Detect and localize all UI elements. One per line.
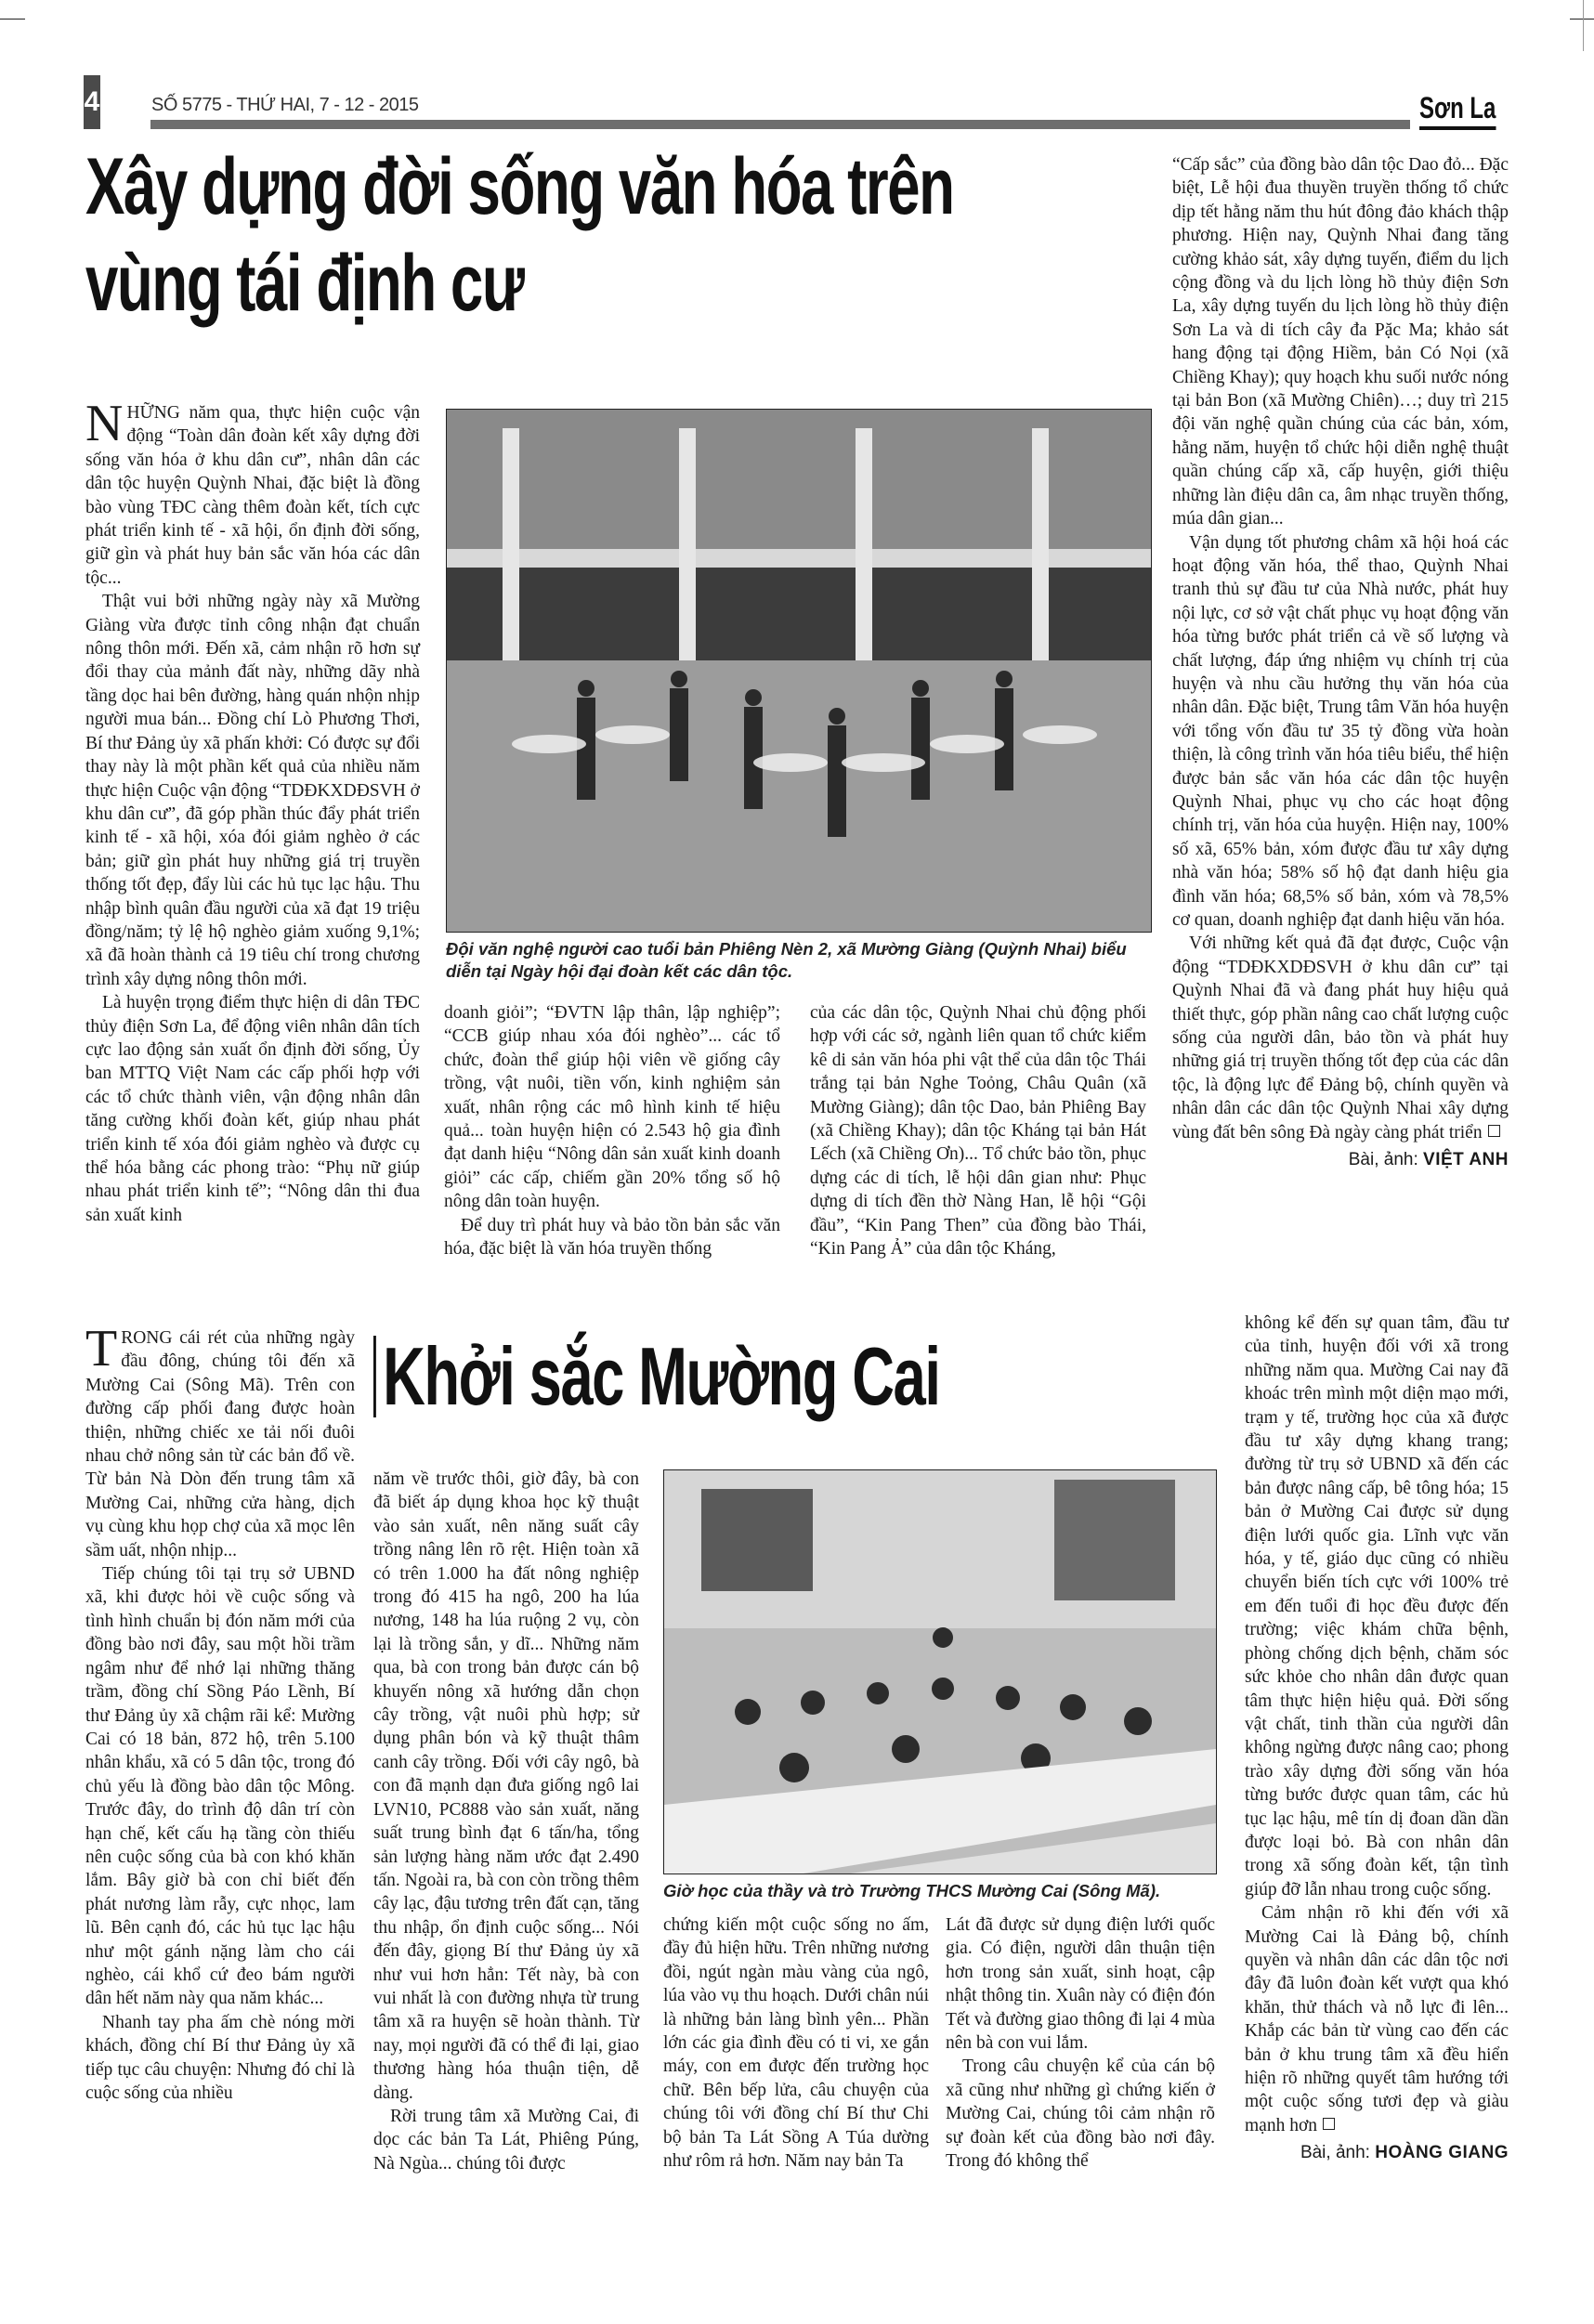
article2-photo-caption: Giờ học của thầy và trò Trường THCS Mường Cai (Sông Mã).: [663, 1881, 1161, 1900]
end-mark-icon: [1323, 2118, 1335, 2130]
paragraph: Với những kết quả đã đạt được, Cuộc vận động “TDĐKXDĐSVH ở khu dân cư” tại Quỳnh Nhai đã và đang phát huy hiệu quả thiết thực, góp phần nâng cao chất lượng cuộc sống của người dân, bảo tồn và phát huy những giá trị truyền thống tốt đẹp của các dân tộc, là động lực để Đảng bộ, chính quyền và nhân dân các dân tộc Quỳnh Nhai xây dựng vùng đất bên sông Đà ngày càng phát triển: [1172, 934, 1509, 1142]
paragraph: Lát đã được sử dụng điện lưới quốc gia. Có điện, người dân thuận tiện hơn trong sản xuất, sinh hoạt, cập nhật thông tin. Xuân này có điện đón Tết và đường giao thông đi lại 4 mùa nên bà con vui lắm.: [946, 1915, 1215, 2054]
paragraph: Cảm nhận rõ khi đến với xã Mường Cai là Đảng bộ, chính quyền và nhân dân các dân tộc nơi đây đã luôn đoàn kết vượt qua khó khăn, thử thách và nỗ lực đi lên... Khắp các bản từ vùng cao đến các bản ở khu trung tâm xã đều hiển hiện rõ những quyết tâm hướng tới một cuộc sống tươi đẹp và giàu mạnh hơn: [1245, 1903, 1509, 2135]
article1-column-3: [810, 1001, 1146, 1260]
dropcap: T: [85, 1320, 118, 1377]
article2-column-3: [663, 1913, 929, 2173]
paragraph: Là huyện trọng điểm thực hiện di dân TĐC thủy điện Sơn La, để động viên nhân dân tích cực lao động sản xuất ổn định đời sống, Ủy ban MTTQ Việt Nam các cấp phối hợp với các tổ chức thành viên, vận động nhân dân tăng cường khối đoàn kết, giúp nhau phát triển kinh tế xóa đói giảm nghèo và được cụ thể hóa bằng các phong trào: “Phụ nữ giúp nhau phát triển kinh tế”; “Nông dân thi đua sản xuất kinh: [85, 993, 420, 1225]
article2-title: Khởi sắc Mường Cai: [373, 1336, 940, 1417]
paragraph: Nhanh tay pha ấm chè nóng mời khách, đồng chí Bí thư Đảng ủy xã tiếp tục câu chuyện: Nhưng đó chỉ là cuộc sống của nhiều: [85, 2012, 355, 2103]
article1-title-line2: vùng tái định cư: [85, 239, 524, 328]
page-number: 4: [84, 75, 100, 129]
paragraph: của các dân tộc, Quỳnh Nhai chủ động phối hợp với các sở, ngành liên quan tổ chức kiểm kê di sản văn hóa phi vật thể của dân tộc Thái trắng tại bản Nghe Toỏng, Châu Quân (xã Mường Giàng); dân tộc Dao, bản Phiêng Bay (xã Chiềng Khay); dân tộc Kháng tại bản Hát Lếch (xã Chiềng Ơn)... Tổ chức bảo tồn, phục dựng các di tích, lễ hội dân gian như: Phục dựng di tích đền thờ Nàng Han, lễ hội “Gội đầu”, “Kin Pang Then” của đồng bào Thái, “Kin Pang Ả” của dân tộc Kháng,: [810, 1003, 1146, 1260]
crop-mark: [0, 19, 25, 20]
paragraph: TRONG cái rét của những ngày đầu đông, chúng tôi đến xã Mường Cai (Sông Mã). Trên con đường cấp phối đang được hoàn thiện, những chiếc xe tải nối đuôi nhau chở nông sản từ các bản đổ về. Từ bản Nà Dòn đến trung tâm xã Mường Cai, những cửa hàng, dịch vụ cùng khu họp chợ của xã mọc lên sầm uất, nhộn nhịp...: [85, 1320, 355, 1560]
article2-column-5: [1245, 1312, 1509, 2165]
dropcap: N: [85, 395, 124, 452]
crop-mark: [1570, 19, 1594, 20]
paragraph: không kể đến sự quan tâm, đầu tư của tỉnh, huyện đối với xã trong những năm qua. Mường Cai nay đã khoác trên mình một diện mạo mới, trạm y tế, trường học của xã được đầu tư xây dựng khang trang; đường từ trụ sở UBND xã đến các bản được nâng cấp, bê tông hóa; 15 bản ở Mường Cai được sử dụng điện lưới quốc gia. Lĩnh vực văn hóa, y tế, giáo dục cũng có nhiều chuyển biến tích cực với 100% trẻ em đến tuổi đi học đều được đến trường; việc khám chữa bệnh, phòng chống dịch bệnh, chăm sóc sức khỏe cho nhân dân được quan tâm thực hiện hiệu quả. Đời sống vật chất, tinh thần của người dân không ngừng được nâng cao; phong trào xây dựng đời sống văn hóa từng bước được quan tâm, các hủ tục lạc hậu, mê tín dị đoan dần dần được loại bỏ. Bà con nhân dân trong xã sống đoàn kết, tận tình giúp đỡ lẫn nhau trong cuộc sống.: [1245, 1313, 1509, 1900]
byline-author: VIỆT ANH: [1423, 1150, 1509, 1170]
article2-byline: Bài, ảnh: HOÀNG GIANG: [1300, 2143, 1509, 2163]
article2-column-1: [85, 1320, 355, 2105]
paragraph: Tiếp chúng tôi tại trụ sở UBND xã, khi được hỏi về cuộc sống và tình hình chuẩn bị đón năm mới của đồng bào nơi đây, sau một hồi trầm ngâm như để nhớ lại những thăng trầm, đồng chí Sồng Páo Lềnh, Bí thư Đảng ủy xã chậm rãi kể: Mường Cai có 18 bản, 872 hộ, trên 5.100 nhân khẩu, xã có 5 dân tộc, trong đó chủ yếu là đồng bào dân tộc Mông. Trước đây, do trình độ dân trí còn hạn chế, kết cấu hạ tầng còn thiếu nên cuộc sống của bà con khó khăn lắm. Bây giờ bà con chỉ biết đến phát nương làm rẫy, cực nhọc, lam lũ. Bên cạnh đó, các hủ tục lạc hậu như một gánh nặng làm cho cái nghèo, cái khổ cứ đeo bám người dân hết năm này qua năm khác...: [85, 1564, 355, 2009]
paragraph: Để duy trì phát huy và bảo tồn bản sắc văn hóa, đặc biệt là văn hóa truyền thống: [444, 1215, 780, 1260]
paragraph: năm về trước thôi, giờ đây, bà con đã biết áp dụng khoa học kỹ thuật vào sản xuất, nên năng suất cây trồng nâng lên rõ rệt. Hiện toàn xã có trên 1.000 ha đất nông nghiệp trong đó 415 ha ngô, 200 ha lúa nương, 148 ha lúa ruộng 2 vụ, còn lại là trồng sắn, y dĩ... Những năm qua, bà con trong bản được cán bộ khuyến nông xã hướng dẫn chọn cây trồng, vật nuôi phù hợp; sử dụng phân bón và kỹ thuật thâm canh cây trồng. Đối với cây ngô, bà con đã mạnh dạn đưa giống ngô lai LVN10, PC888 vào sản xuất, năng suất trung bình đạt 6 tấn/ha, tổng sản lượng hàng năm ước đạt 2.490 tấn. Ngoài ra, bà con còn trồng thêm cây lạc, đậu tương trên đất cạn, tăng thu nhập, ổn định cuộc sống... Nói đến đây, giọng Bí thư Đảng ủy xã như vui hơn hẳn: Tết này, bà con vui nhất là con đường nhựa từ trung tâm xã ra huyện sẽ hoàn thành. Từ nay, mọi người đã có thể đi lại, giao thương hàng hóa thuận tiện, dễ dàng.: [373, 1469, 639, 2103]
article1-title-line1: Xây dựng đời sống văn hóa trên: [85, 142, 954, 231]
paragraph: chứng kiến một cuộc sống no ấm, đầy đủ hiện hữu. Trên những nương đồi, ngút ngàn màu vàng của ngô, lúa vào vụ thu hoạch. Dưới chân núi là những bản làng bình yên... Phần lớn các gia đình đều có ti vi, xe gắn máy, con em được đến trường học chữ. Bên bếp lửa, câu chuyện của chúng tôi với đồng chí Bí thư Chi bộ bản Ta Lát Sồng A Túa dường như rôm rả hơn. Năm nay bản Ta: [663, 1915, 929, 2172]
article1-photo-caption: Đội văn nghệ người cao tuổi bản Phiêng Nèn 2, xã Mường Giàng (Quỳnh Nhai) biểu diễn tại Ngày hội đại đoàn kết các dân tộc.: [446, 939, 1127, 981]
paragraph: Vận dụng tốt phương châm xã hội hoá các hoạt động văn hóa, thể thao, Quỳnh Nhai tranh thủ sự đầu tư của Nhà nước, phát huy nội lực, cơ sở vật chất phục vụ hoạt động văn hóa từng bước phát triển cả về số lượng và chất lượng, đáp ứng nhiệm vụ chính trị của huyện và nhu cầu hưởng thụ văn hóa của nhân dân. Đặc biệt, Trung tâm Văn hóa huyện với tổng vốn đầu tư 35 tỷ đồng vừa hoàn thiện, là công trình văn hóa tiêu biểu, thể hiện được bản sắc văn hóa các dân tộc huyện Quỳnh Nhai, phục vụ cho các hoạt động chính trị, văn hóa của huyện. Hiện nay, 100% số xã, 65% bản, xóm được đầu tư xây dựng nhà văn hóa; 58% số hộ đạt danh hiệu gia đình văn hóa; 68,5% số bản, xóm và 78,5% cơ quan, doanh nghiệp đạt danh hiệu văn hóa.: [1172, 532, 1509, 930]
classroom-image: [664, 1470, 1216, 1874]
crop-mark: [1583, 0, 1584, 51]
dance-performance-image: [447, 410, 1151, 932]
header-rule: [150, 120, 1410, 129]
paragraph: Thật vui bởi những ngày này xã Mường Giàng vừa được tỉnh công nhận đạt chuẩn nông thôn mới. Đến xã, cảm nhận rõ hơn sự đổi thay của mảnh đất này, những dãy nhà tầng dọc hai bên đường, hàng quán nhộn nhịp người mua bán... Đồng chí Lò Phương Thơi, Bí thư Đảng ủy xã phấn khởi: Có được sự đổi thay này là một phần kết quả của nhiều năm thực hiện Cuộc vận động “TDĐKXDĐSVH ở khu dân cư”, đã góp phần thúc đẩy phát triển kinh tế - xã hội, xóa đói giảm nghèo ở các bản; giữ gìn phát huy những giá trị truyền thống tốt đẹp, đẩy lùi các hủ tục lạc hậu. Thu nhập bình quân đầu người của xã đạt 19 triệu đồng/năm; tỷ lệ hộ nghèo giảm xuống 9,1%; xã đã hoàn thành cả 19 tiêu chí trong chương trình xây dựng nông thôn mới.: [85, 592, 420, 989]
article1-column-4: [1172, 153, 1509, 1171]
paragraph: Rời trung tâm xã Mường Cai, đi dọc các bản Ta Lát, Phiêng Púng, Nà Ngùa... chúng tôi được: [373, 2106, 639, 2174]
paragraph: NHỮNG năm qua, thực hiện cuộc vận động “Toàn dân đoàn kết xây dựng đời sống văn hóa ở khu dân cư”, nhân dân các dân tộc huyện Quỳnh Nhai, đặc biệt là đồng bào vùng TĐC càng thêm đoàn kết, tích cực phát triển kinh tế - xã hội, ổn định đời sống, giữ gìn và phát huy bản sắc văn hóa các dân tộc...: [85, 395, 420, 588]
article1-column-2: [444, 1001, 780, 1260]
section-brand: Sơn La: [1419, 89, 1496, 130]
paragraph: doanh giỏi”; “ĐVTN lập thân, lập nghiệp”; “CCB giúp nhau xóa đói nghèo”... các tổ chức, đoàn thể giúp hội viên về giống cây trồng, vật nuôi, tiền vốn, kinh nghiệm sản xuất, nhân rộng các mô hình kinh tế hiệu quả... toàn huyện hiện có 2.543 hộ gia đình đạt danh hiệu “Nông dân sản xuất kinh doanh giỏi” các cấp, chiếm gần 20% tổng số hộ nông dân toàn huyện.: [444, 1003, 780, 1212]
end-mark-icon: [1488, 1125, 1500, 1137]
issue-line: SỐ 5775 - THỨ HAI, 7 - 12 - 2015: [151, 95, 419, 115]
byline-author: HOÀNG GIANG: [1375, 2143, 1509, 2163]
article2-photo: [663, 1469, 1217, 1874]
article1-byline: Bài, ảnh: VIỆT ANH: [1348, 1150, 1509, 1170]
article2-column-4: [946, 1913, 1215, 2173]
paragraph: “Cấp sắc” của đồng bào dân tộc Dao đỏ... Đặc biệt, Lễ hội đua thuyền truyền thống tổ chức dịp tết hằng năm thu hút đông đảo khách thập phương. Hiện nay, Quỳnh Nhai đang tăng cường khảo sát, xây dựng tuyến, điểm du lịch cộng đồng và du lịch lòng hồ thủy điện Sơn La, xây dựng tuyến du lịch lòng hồ thủy điện Sơn La và di tích cây đa Pặc Ma; khảo sát hang động tại động Hiềm, bản Có Nọi (xã Chiềng Khay); quy hoạch khu suối nước nóng tại bản Bon (xã Mường Chiên)…; duy trì 215 đội văn nghệ quần chúng của các bản, xóm, hằng năm, huyện tổ chức hội diễn nghệ thuật quần chúng cấp xã, cấp huyện, giới thiệu những làn điệu dân ca, âm nhạc truyền thống, múa dân gian...: [1172, 155, 1509, 529]
article2-column-2: [373, 1468, 639, 2175]
article1-column-1: [85, 395, 420, 1227]
article1-photo: [446, 409, 1152, 933]
paragraph: Trong câu chuyện kể của cán bộ xã cũng như những gì chứng kiến ở Mường Cai, chúng tôi cảm nhận rõ sự đoàn kết của đồng bào nơi đây. Trong đó không thể: [946, 2056, 1215, 2172]
